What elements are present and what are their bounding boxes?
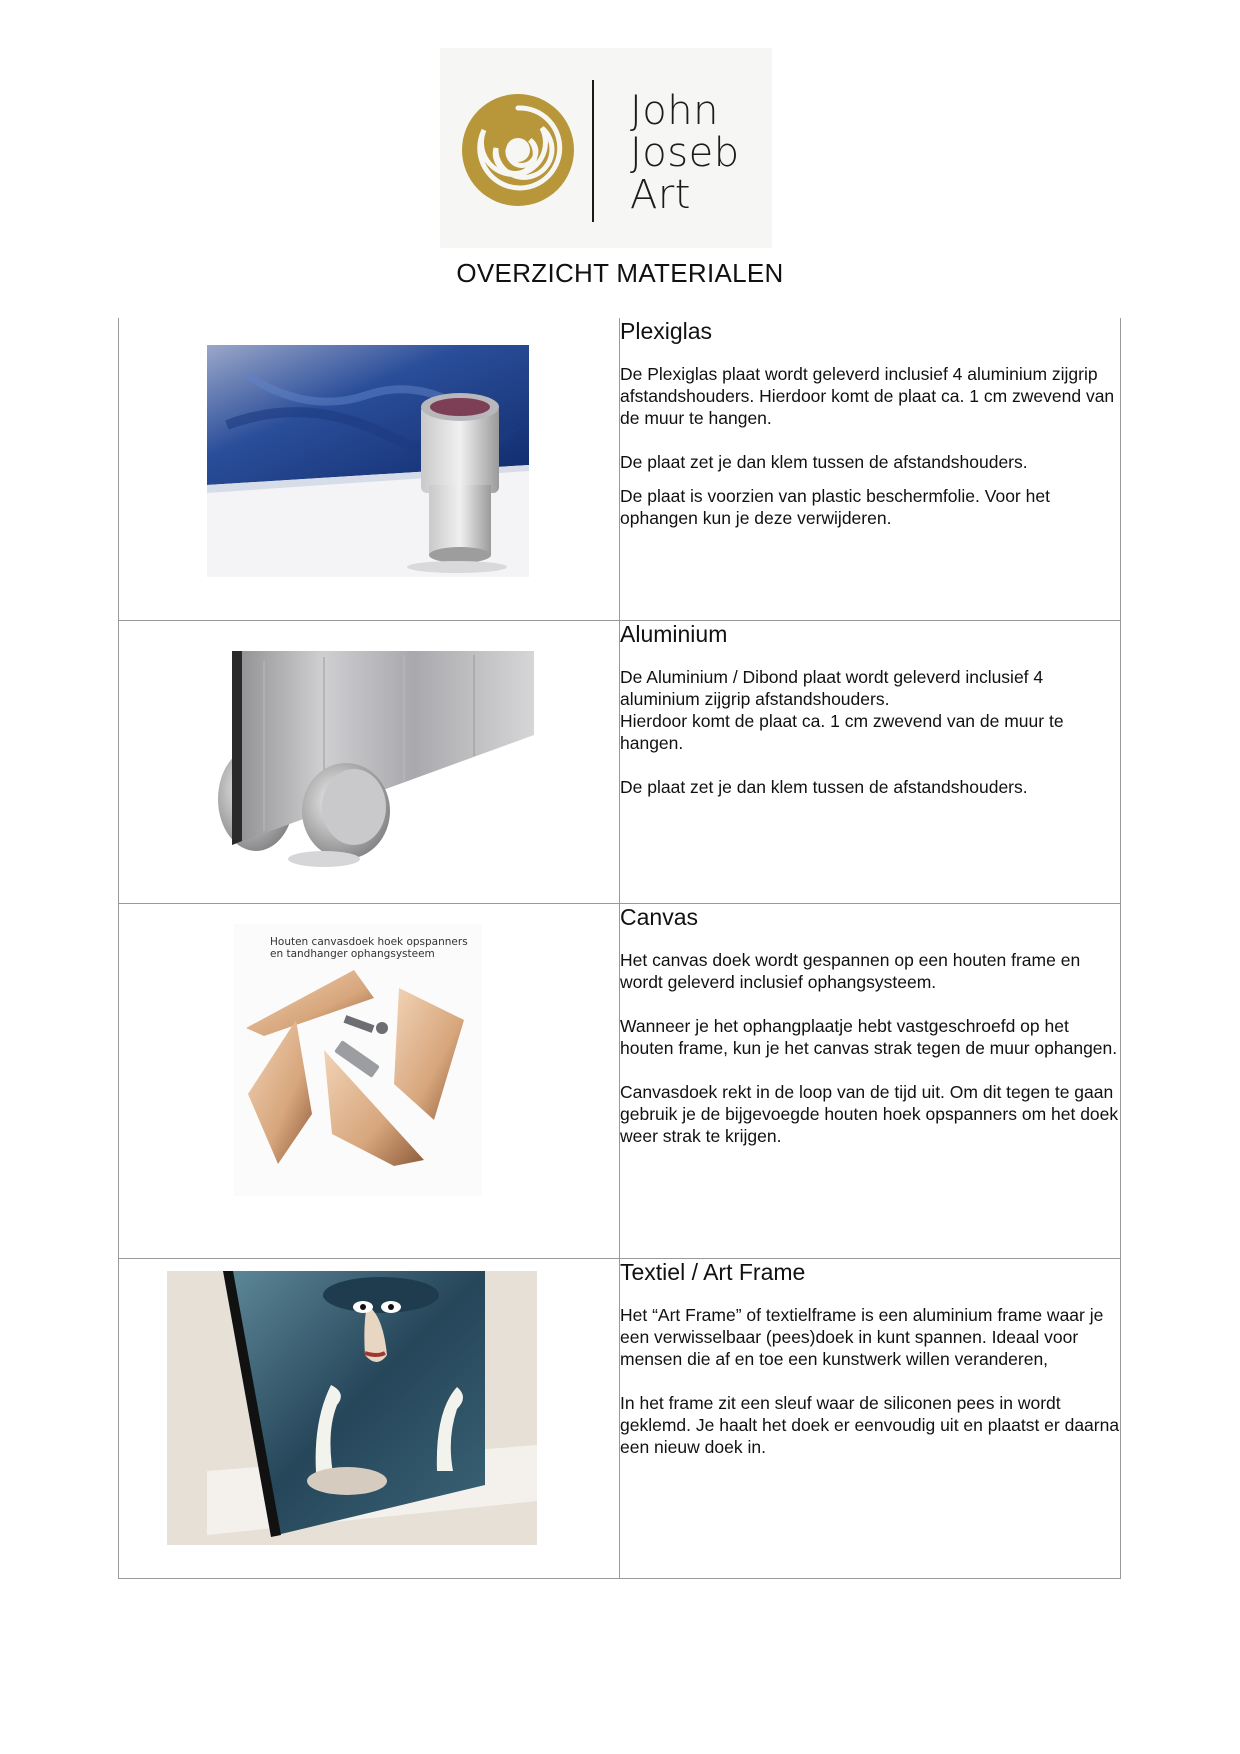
description-paragraph: Wanneer je het ophangplaatje hebt vastgeschroefd op het houten frame, kun je het canvas strak tegen de muur ophangen. <box>620 1015 1118 1058</box>
plexiglas-standoff-photo-icon <box>207 345 529 577</box>
material-description <box>620 949 1120 1147</box>
description-paragraph: Het canvas doek wordt gespannen op een houten frame en wordt geleverd inclusief ophangsysteem. <box>620 949 1081 992</box>
description-paragraph: De plaat zet je dan klem tussen de afstandshouders. <box>620 776 1028 797</box>
description-paragraph: De Plexiglas plaat wordt geleverd inclusief 4 aluminium zijgrip afstandshouders. Hierdoor komt de plaat ca. 1 cm zwevend van de muur te hangen. <box>620 364 1115 428</box>
logo-line-3: Art <box>630 172 691 218</box>
description-paragraph: De plaat zet je dan klem tussen de afstandshouders. <box>620 452 1028 472</box>
description-paragraph: De Aluminium / Dibond plaat wordt geleverd inclusief 4 aluminium zijgrip afstandshouders. Hierdoor komt de plaat ca. 1 cm zwevend van de muur te hangen. <box>620 666 1064 753</box>
table-row <box>119 1258 1121 1578</box>
material-name: Aluminium <box>620 620 728 647</box>
logo-line-1: John <box>630 88 719 134</box>
image-cell <box>119 903 620 1258</box>
text-cell <box>620 318 1121 620</box>
textile-art-frame-photo-icon <box>167 1271 537 1545</box>
material-description <box>620 363 1120 529</box>
logo <box>440 48 772 248</box>
description-paragraph: De plaat is voorzien van plastic beschermfolie. Voor het ophangen kun je deze verwijderen. <box>620 486 1050 528</box>
logo-wordmark <box>630 90 740 216</box>
image-cell <box>119 1258 620 1578</box>
canvas-corner-tensioners-photo-icon <box>234 924 482 1196</box>
page-title: OVERZICHT MATERIALEN <box>456 258 784 288</box>
text-cell <box>620 903 1121 1258</box>
table-row <box>119 318 1121 620</box>
description-paragraph: Canvasdoek rekt in de loop van de tijd uit. Om dit tegen te gaan gebruik je de bijgevoegde houten hoek opspanners om het doek weer strak te krijgen. <box>620 1081 1119 1146</box>
material-description <box>620 1304 1120 1458</box>
material-name: Textiel / Art Frame <box>620 1258 806 1285</box>
logo-divider <box>592 80 594 222</box>
table-row <box>119 620 1121 903</box>
material-name: Canvas <box>620 903 698 930</box>
text-cell <box>620 620 1121 903</box>
image-cell <box>119 620 620 903</box>
material-description <box>620 666 1120 798</box>
text-cell <box>620 1258 1121 1578</box>
aluminium-standoff-photo-icon <box>204 651 534 881</box>
description-paragraph: In het frame zit een sleuf waar de siliconen pees in wordt geklemd. Je haalt het doek er eenvoudig uit en plaatst er daarna een nieuw doek in. <box>620 1392 1120 1457</box>
description-paragraph: Het “Art Frame” of textielframe is een aluminium frame waar je een verwisselbaar (pees)doek in kunt spannen. Ideaal voor mensen die af en toe een kunstwerk willen veranderen, <box>620 1304 1104 1369</box>
logo-line-2: Joseb <box>630 130 740 176</box>
image-caption: Houten canvasdoek hoek opspanners en tandhanger ophangsysteem <box>270 935 468 960</box>
material-name: Plexiglas <box>620 318 713 344</box>
materials-table <box>118 318 1121 1579</box>
image-cell <box>119 318 620 620</box>
table-row <box>119 903 1121 1258</box>
spiral-logo-icon <box>440 48 600 248</box>
